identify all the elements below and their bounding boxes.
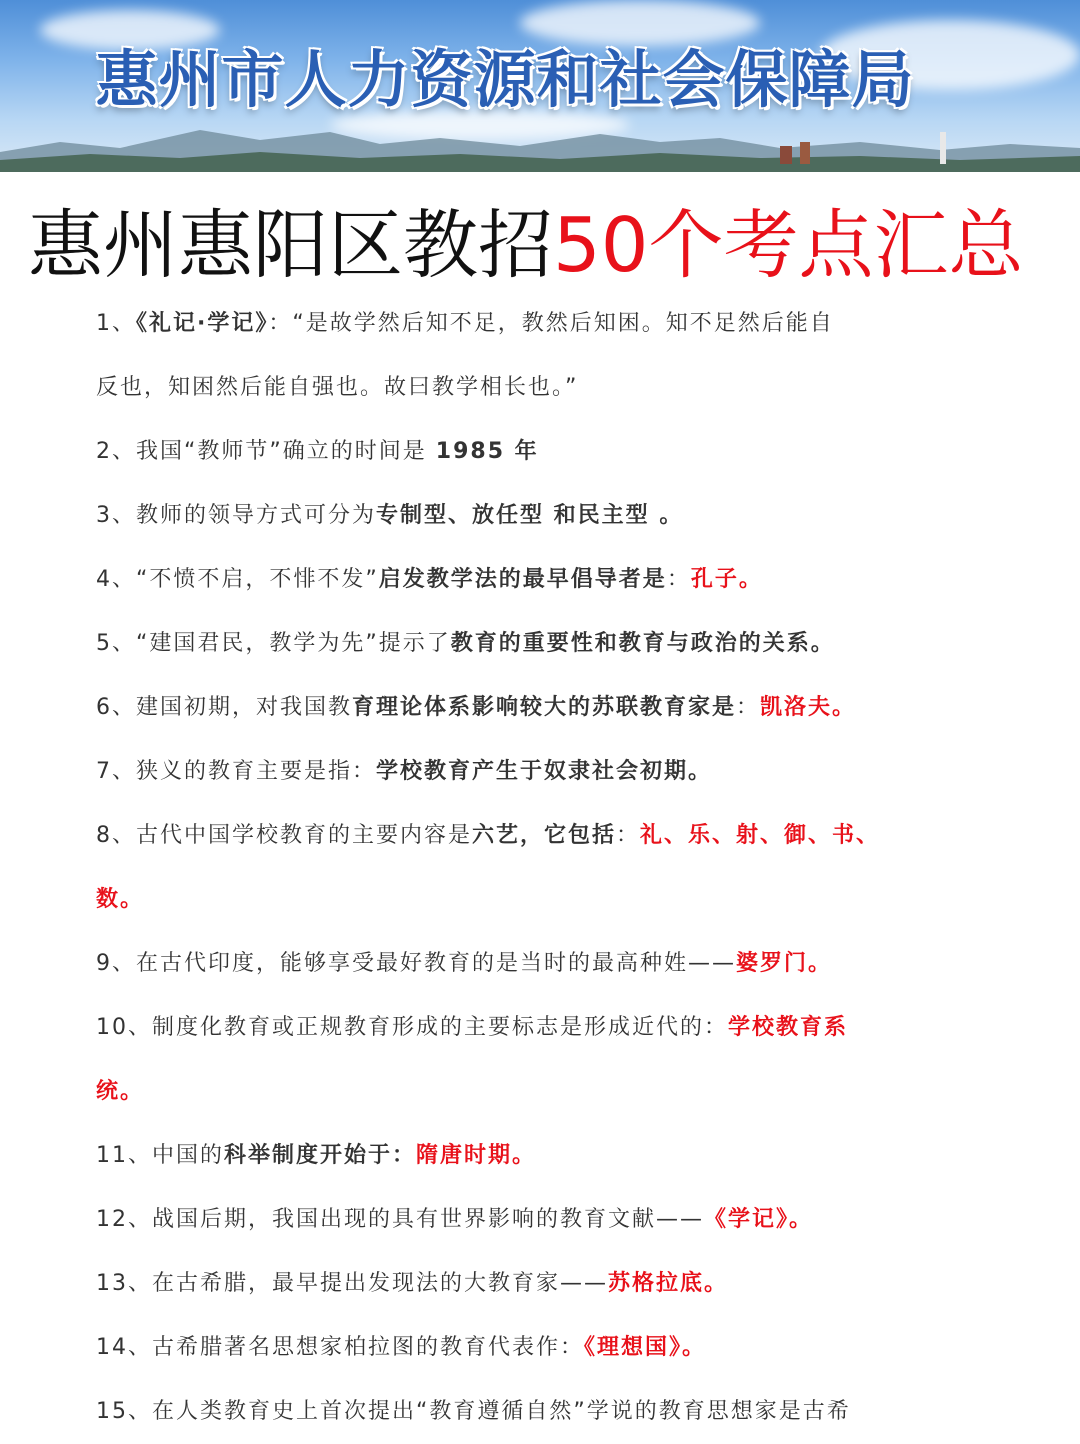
text-run: 学校教育产生于奴隶社会初期。 [376, 759, 713, 784]
text-run: 数。 [96, 887, 145, 912]
banner-title: 惠州市人力资源和社会保障局 [95, 43, 915, 116]
text-run: ：“是故学然后知不足，教然后知困。知不足然后能自 [268, 311, 834, 336]
list-line [96, 420, 956, 484]
text-run: 12、战国后期，我国出现的具有世界影响的教育文献—— [96, 1207, 704, 1232]
list-line [96, 740, 956, 804]
text-run: 2、我国“教师节”确立的时间是 [96, 439, 436, 464]
text-run: 孔子。 [690, 567, 763, 592]
mountain-skyline [0, 112, 1080, 172]
text-run: 教育的重要性和教育与政治的关系。 [450, 631, 835, 656]
text-run: 5、“建国君民，教学为先”提示了 [96, 631, 451, 656]
text-run: 婆罗门。 [736, 951, 833, 976]
text-run: 统。 [96, 1079, 145, 1104]
list-line [96, 868, 956, 932]
text-run: 凯洛夫。 [760, 695, 857, 720]
list-line [96, 804, 956, 868]
text-run: 学校教育系 [728, 1015, 849, 1040]
text-run: 14、古希腊著名思想家柏拉图的教育代表作： [96, 1335, 584, 1360]
list-line [96, 548, 956, 612]
text-run: 反也，知困然后能自强也。故曰教学相长也。” [96, 375, 579, 400]
text-run: 15、在人类教育史上首次提出“教育遵循自然”学说的教育思想家是古希 [96, 1399, 851, 1424]
text-run: 苏格拉底。 [608, 1271, 729, 1296]
list-line [96, 1124, 956, 1188]
headline-red: 50个考点汇总 [553, 201, 1024, 289]
text-run: ： [616, 823, 641, 848]
list-line [96, 612, 956, 676]
list-line [96, 292, 956, 356]
text-run: 启发教学法的最早倡导者是 [378, 567, 667, 592]
list-line [96, 932, 956, 996]
text-run: 3、教师的领导方式可分为 [96, 503, 376, 528]
list-line [96, 484, 956, 548]
text-run: 8、古代中国学校教育的主要内容是 [96, 823, 472, 848]
list-line [96, 356, 956, 420]
text-run: 11、中国的 [96, 1143, 224, 1168]
list-line [96, 1252, 956, 1316]
text-run: ： [666, 567, 691, 592]
text-run: 10、制度化教育或正规教育形成的主要标志是形成近代的： [96, 1015, 728, 1040]
text-run: 1985 年 [435, 439, 539, 464]
exam-points-list [96, 292, 956, 1444]
list-line [96, 1380, 956, 1444]
list-line [96, 1316, 956, 1380]
text-run: ： [736, 695, 761, 720]
page-headline [28, 200, 1068, 290]
list-line [96, 1060, 956, 1124]
text-run: 7、狭义的教育主要是指： [96, 759, 376, 784]
text-run: 专制型、放任型 和民主型 。 [376, 503, 684, 528]
text-run: 礼、乐、射、御、书、 [640, 823, 881, 848]
list-line [96, 996, 956, 1060]
text-run: 9、在古代印度，能够享受最好教育的是当时的最高种姓—— [96, 951, 736, 976]
text-run: 六艺，它包括 [472, 823, 617, 848]
text-run: 育理论体系影响较大的苏联教育家是 [352, 695, 737, 720]
text-run: 1、 [96, 311, 136, 336]
text-run: 4、“不愤不启，不悱不发” [96, 567, 379, 592]
header-banner [0, 0, 1080, 172]
text-run: 《学记》。 [704, 1207, 814, 1232]
text-run: 6、建国初期，对我国教 [96, 695, 352, 720]
text-run: 隋唐时期。 [416, 1143, 537, 1168]
list-line [96, 1188, 956, 1252]
text-run: 《理想国》。 [584, 1335, 707, 1360]
list-line [96, 676, 956, 740]
headline-black: 惠州惠阳区教招 [28, 201, 554, 289]
text-run: 13、在古希腊，最早提出发现法的大教育家—— [96, 1271, 608, 1296]
text-run: 科举制度开始于： [224, 1143, 417, 1168]
text-run: 《礼记·学记》 [136, 311, 269, 336]
